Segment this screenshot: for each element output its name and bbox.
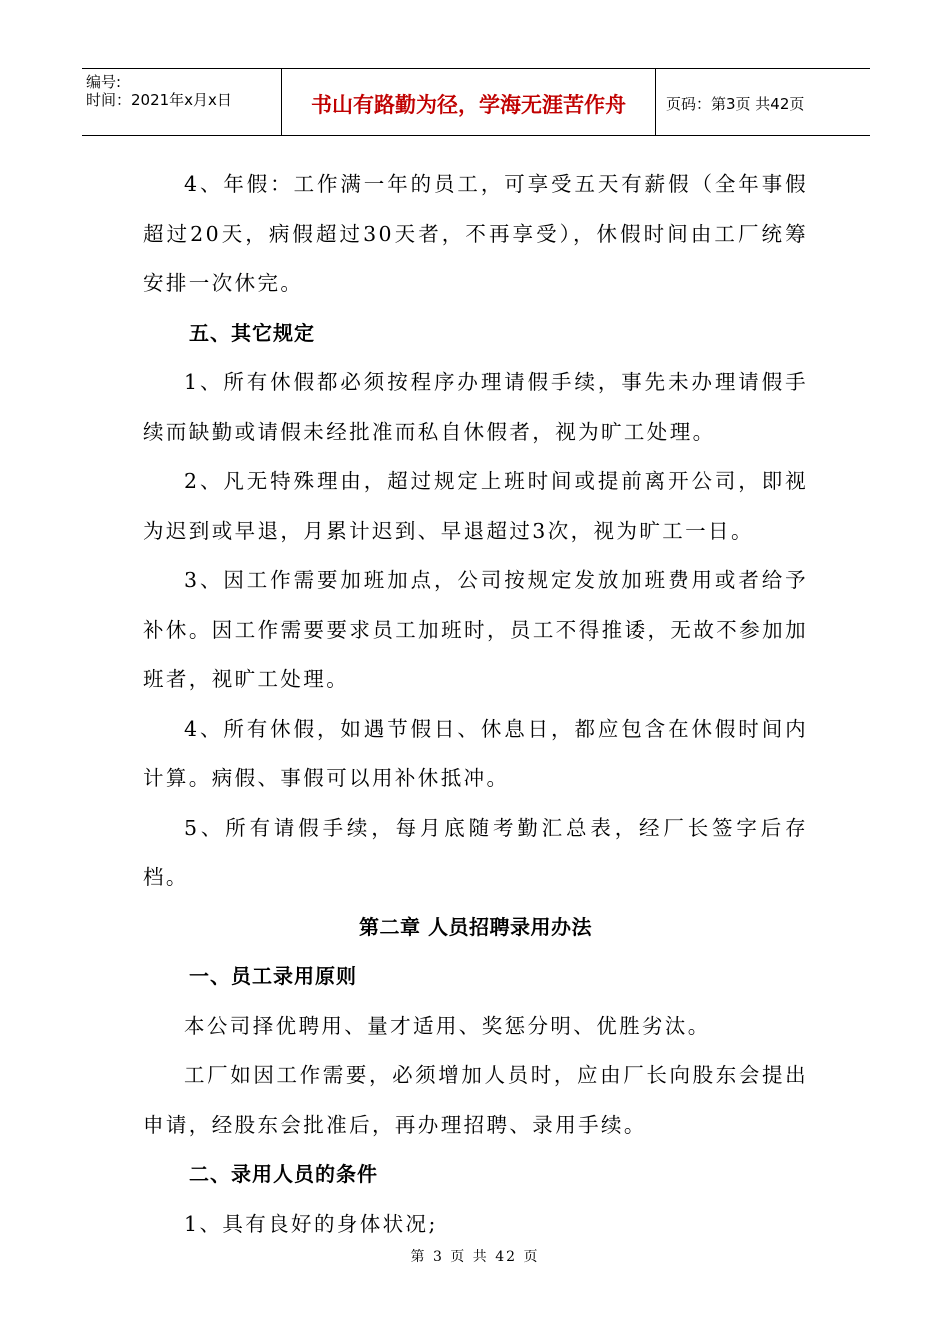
header-motto: 书山有路勤为径，学海无涯苦作舟 xyxy=(311,93,626,117)
paragraph-rule-5: 5、所有请假手续，每月底随考勤汇总表，经厂长签字后存档。 xyxy=(143,815,808,889)
chapter-title: 第二章 人员招聘录用办法 xyxy=(359,914,592,939)
paragraph-rule-4: 4、所有休假，如遇节假日、休息日，都应包含在休假时间内计算。病假、事假可以用补休抵冲。 xyxy=(143,716,808,790)
paragraph-condition-1: 1、具有良好的身体状况; xyxy=(184,1211,438,1236)
header-page-code: 页码：第3页 共42页 xyxy=(666,94,805,113)
paragraph-rule-2: 2、凡无特殊理由，超过规定上班时间或提前离开公司，即视为迟到或早退，月累计迟到、早退超过3次，视为旷工一日。 xyxy=(143,469,808,543)
page-footer: 第 3 页 共 42 页 xyxy=(410,1249,540,1265)
document-number-label: 编号: xyxy=(86,73,122,91)
header-motto-cell xyxy=(282,69,656,135)
document-body xyxy=(143,160,808,1249)
header-meta-cell xyxy=(82,69,282,135)
section-heading-other-rules: 五、其它规定 xyxy=(189,320,315,345)
document-header xyxy=(82,68,870,136)
paragraph-rule-3: 3、因工作需要加班加点，公司按规定发放加班费用或者给予补休。因工作需要要求员工加班时，员工不得推诿，无故不参加加班者，视旷工处理。 xyxy=(143,568,808,691)
header-page-cell xyxy=(656,69,870,135)
paragraph-rule-1: 1、所有休假都必须按程序办理请假手续，事先未办理请假手续而缺勤或请假未经批准而私自休假者，视为旷工处理。 xyxy=(143,370,808,444)
paragraph-hiring-procedure: 工厂如因工作需要，必须增加人员时，应由厂长向股东会提出申请，经股东会批准后，再办理招聘、录用手续。 xyxy=(143,1063,808,1137)
paragraph-hiring-principle: 本公司择优聘用、量才适用、奖惩分明、优胜劣汰。 xyxy=(184,1013,711,1038)
section-heading-hiring-principles: 一、员工录用原则 xyxy=(189,964,357,988)
section-heading-hiring-conditions: 二、录用人员的条件 xyxy=(189,1162,378,1186)
document-date-label: 时间：2021年x月x日 xyxy=(86,91,232,109)
paragraph-annual-leave: 4、年假：工作满一年的员工，可享受五天有薪假（全年事假超过20天，病假超过30天者，不再享受），休假时间由工厂统筹安排一次休完。 xyxy=(143,172,808,295)
